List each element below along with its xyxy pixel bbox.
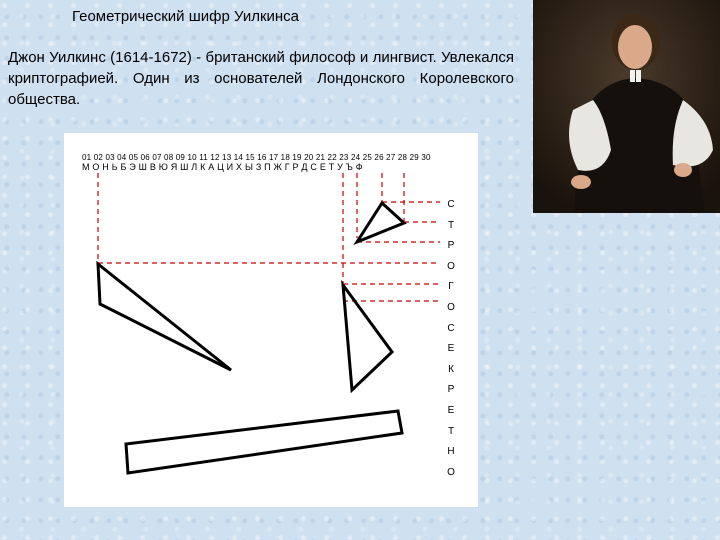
column-letter: Р	[447, 384, 455, 396]
column-letter: Е	[447, 343, 455, 355]
cipher-figure	[64, 133, 478, 507]
cipher-column-letters	[444, 195, 458, 483]
column-letter: Т	[447, 425, 455, 437]
cipher-shapes	[98, 203, 404, 473]
column-letter: О	[447, 301, 455, 313]
column-letter: С	[447, 322, 455, 334]
portrait-image	[533, 0, 720, 213]
column-letter: О	[447, 260, 455, 272]
cipher-letter-row: М О Н Ь Б Э Ш В Ю Я Ш Л К А Ц И Х Ы З П Ж Г Р Д С Е Т У Ъ Ф	[82, 162, 363, 172]
column-letter: Т	[447, 219, 455, 231]
column-letter: Р	[447, 240, 455, 252]
column-letter: К	[448, 363, 454, 375]
intro-paragraph	[8, 47, 514, 110]
column-letter: С	[447, 199, 455, 210]
intro-name: Джон Уилкинс	[8, 49, 106, 66]
column-letter: Н	[447, 446, 455, 458]
column-letter: Е	[447, 404, 455, 416]
intro-text: (1614-1672) - британский философ и лингвист. Увлекался криптографией. Один из основателей Лондонского Королевского общества.	[8, 49, 514, 108]
portrait-drawing	[533, 0, 720, 213]
column-letter: О	[447, 466, 455, 478]
triangle-top-right	[357, 203, 404, 242]
guide-lines	[98, 173, 440, 301]
column-letter: Г	[448, 281, 454, 293]
parallelogram-bottom	[126, 411, 402, 473]
triangle-left	[98, 264, 231, 370]
cipher-number-row: 01 02 03 04 05 06 07 08 09 10 11 12 13 14 15 16 17 18 19 20 21 22 23 24 25 26 27 28 29 30	[82, 153, 431, 162]
triangle-middle	[343, 285, 392, 390]
page-title: Геометрический шифр Уилкинса	[72, 8, 300, 25]
cipher-diagram	[64, 133, 478, 507]
